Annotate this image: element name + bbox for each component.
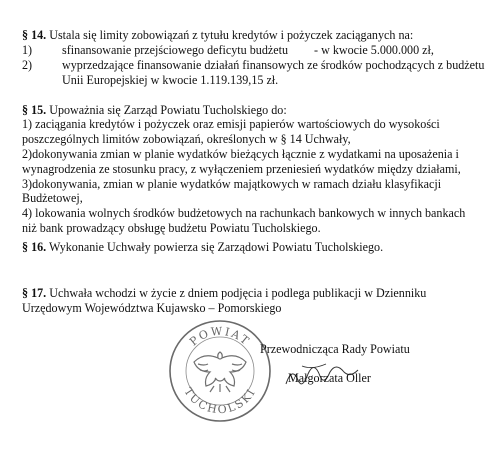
p14-item1-text: sfinansowanie przejściowego deficytu budżetu bbox=[62, 43, 289, 57]
p16-label: § 16. bbox=[22, 240, 47, 254]
p14-item1-num: 1) bbox=[22, 43, 33, 57]
p15-line: poszczególnych limitów zobowiązań, określonych w § 14 Uchwały, bbox=[22, 132, 351, 146]
svg-text:POWIAT bbox=[187, 325, 253, 349]
p14-intro-line bbox=[22, 28, 413, 43]
p15-line: 1) zaciągania kredytów i pożyczek oraz emisji papierów wartościowych do wysokości bbox=[22, 117, 440, 131]
p14-item2-line1: wyprzedzające finansowanie działań finansowych ze środków pochodzących z budżetu bbox=[62, 58, 485, 72]
p15-line: wynagrodzenia ze stosunku pracy, z wyłączeniem przeniesień wydatków między działami, bbox=[22, 162, 461, 176]
p17-text1: Uchwała wchodzi w życie z dniem podjęcia i podlega publikacji w Dzienniku bbox=[49, 286, 427, 300]
p15-line: 2)dokonywania zmian w planie wydatków bieżących łącznie z wydatkami na uposażenia i bbox=[22, 147, 459, 161]
p16-line bbox=[22, 240, 383, 255]
p14-item2-num: 2) bbox=[22, 58, 33, 72]
p15-intro: Upoważnia się Zarząd Powiatu Tucholskiego do: bbox=[49, 103, 287, 117]
p17-line1 bbox=[22, 286, 426, 301]
p14-label: § 14. bbox=[22, 28, 47, 42]
p15-line: Budżetowej, bbox=[22, 191, 83, 205]
p15-line: 4) lokowania wolnych środków budżetowych na rachunkach bankowych w innych bankach bbox=[22, 206, 466, 220]
p15-line: niż bank prowadzący obsługę budżetu Powiatu Tucholskiego. bbox=[22, 221, 321, 235]
p16-text: Wykonanie Uchwały powierza się Zarządowi Powiatu Tucholskiego. bbox=[49, 240, 384, 254]
p15-intro-line bbox=[22, 103, 287, 118]
county-seal-icon bbox=[168, 318, 272, 424]
p17-label: § 17. bbox=[22, 286, 47, 300]
p14-item1-amount: - w kwocie 5.000.000 zł, bbox=[314, 43, 434, 57]
p15-line: 3)dokonywania, zmian w planie wydatków majątkowych w ramach działu klasyfikacji bbox=[22, 177, 442, 191]
seal-top-text: POWIAT bbox=[187, 324, 253, 349]
signature-title: Przewodnicząca Rady Powiatu bbox=[260, 342, 410, 356]
signature-name: Małgorzata Oller bbox=[288, 371, 371, 385]
seal-bottom-text: TUCHOLSKI bbox=[181, 385, 259, 417]
p17-line2: Urzędowym Województwa Kujawsko – Pomorskiego bbox=[22, 301, 282, 315]
p15-label: § 15. bbox=[22, 103, 47, 117]
p14-intro: Ustala się limity zobowiązań z tytułu kredytów i pożyczek zaciąganych na: bbox=[49, 28, 414, 42]
p14-item2-line2: Unii Europejskiej w kwocie 1.119.139,15 zł. bbox=[62, 73, 279, 87]
